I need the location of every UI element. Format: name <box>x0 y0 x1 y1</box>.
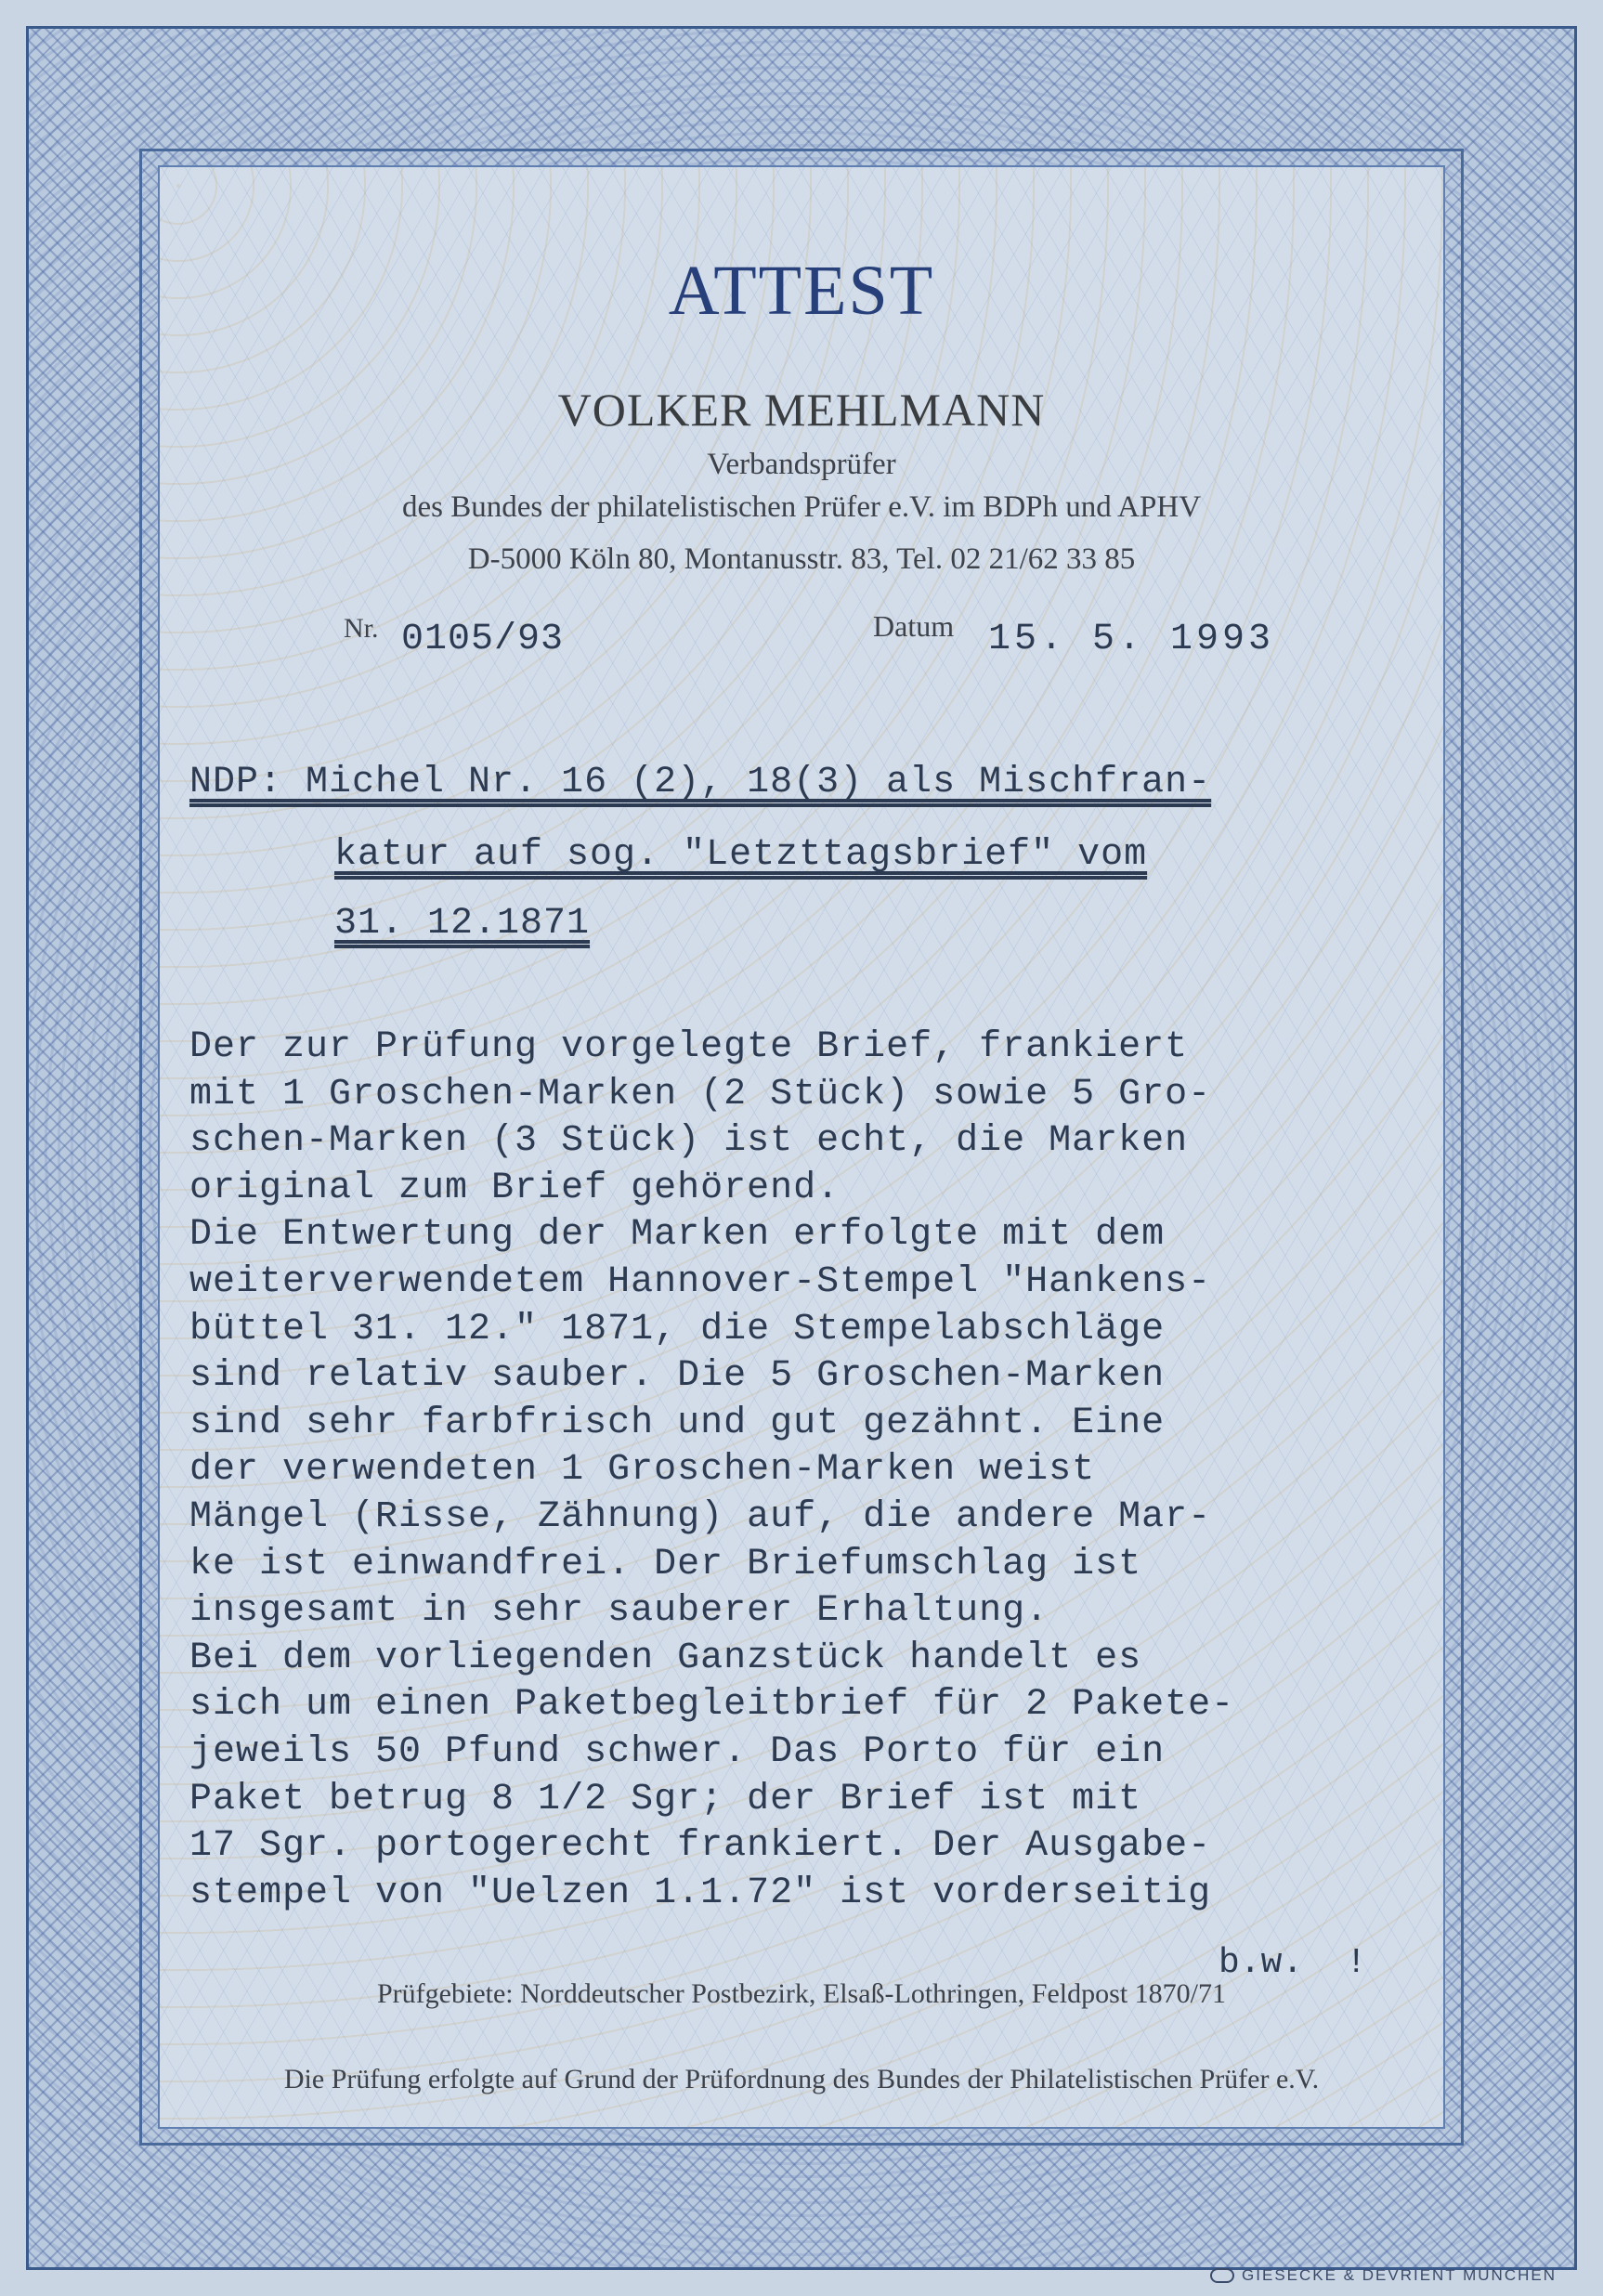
examiner-name: VOLKER MEHLMANN <box>557 384 1046 436</box>
subject-line-1: NDP: Michel Nr. 16 (2), 18(3) als Mischfran- <box>189 762 1212 803</box>
certificate-number: 0105/93 <box>401 619 565 660</box>
subject-line-3: 31. 12.1871 <box>334 903 591 945</box>
examiner-role: Verbandsprüfer <box>707 448 896 481</box>
certificate-number-label: Nr. <box>344 613 379 644</box>
certificate-body: Der zur Prüfung vorgelegte Brief, frankiert mit 1 Groschen-Marken (2 Stück) sowie 5 Gro- schen-Marken (3 Stück) ist echt, die Marken original zum Brief gehörend. Die Entwertung der Marken erfolgte mit dem weiterverwendetem Hannover-Stempel "Hankens- büttel 31. 12." 1871, die Stempelabschläge sind relativ sauber. Die 5 Groschen-Marken sind sehr farbfrisch und gut gezähnt. Eine der verwendeten 1 Groschen-Marken weist Mängel (Risse, Zähnung) auf, die andere Mar- ke ist einwandfrei. Der Briefumschlag ist insgesamt in sehr sauberer Erhaltung. Bei dem vorliegenden Ganzstück handelt es sich um einen Paketbegleitbrief für 2 Pakete- jeweils 50 Pfund schwer. Das Porto für ein Paket betrug 8 1/2 Sgr; der Brief ist mit 17 Sgr. portogerecht frankiert. Der Ausgabe- stempel von "Uelzen 1.1.72" ist vorderseitig <box>189 1026 1235 1914</box>
subject-line-2: katur auf sog. "Letzttagsbrief" vom <box>334 834 1148 876</box>
printer-imprint <box>1210 2266 1557 2285</box>
examination-regulation: Die Prüfung erfolgte auf Grund der Prüfordnung des Bundes der Philatelistischen Prüfer e.V. <box>283 2064 1320 2094</box>
examiner-association: des Bundes der philatelistischen Prüfer e.V. im BDPh und APHV <box>401 490 1202 524</box>
printer-name: GIESECKE & DEVRIENT MÜNCHEN <box>1242 2266 1557 2284</box>
examination-areas: Prüfgebiete: Norddeutscher Postbezirk, Elsaß-Lothringen, Feldpost 1870/71 <box>377 1978 1226 2009</box>
continued-overleaf-note: b.w. ! <box>1219 1943 1367 1983</box>
printer-logo-icon <box>1210 2268 1234 2283</box>
examiner-address: D-5000 Köln 80, Montanusstr. 83, Tel. 02 21/62 33 85 <box>467 542 1136 576</box>
document-title: ATTEST <box>668 252 935 330</box>
certificate-date: 15. 5. 1993 <box>988 619 1275 660</box>
date-label: Datum <box>873 609 955 643</box>
